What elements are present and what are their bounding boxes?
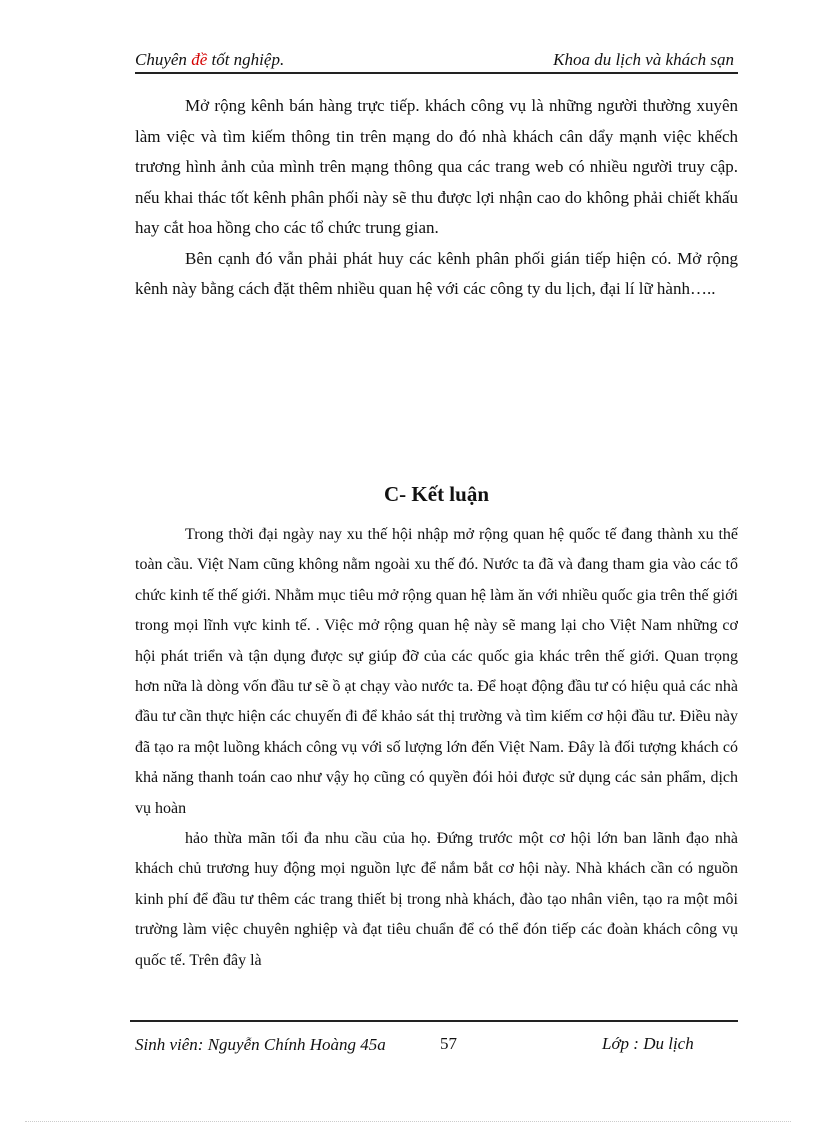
page-header	[135, 48, 738, 74]
top-section	[135, 91, 738, 305]
section-heading: C- Kết luận	[384, 482, 489, 506]
conclusion-section	[135, 520, 738, 1020]
paragraph-direct-sales: Mở rộng kênh bán hàng trực tiếp. khách công vụ là những người thường xuyên làm việc và tìm kiếm thông tin trên mạng do đó nhà khách cân dẩy mạnh việc khếch trương hình ảnh của mình trên mạng thông qua các trang web có nhiều người truy cập. nếu khai thác tốt kênh phân phối này sẽ thu được lợi nhận cao do không phải chiết khấu hay cắt hoa hồng cho các tổ chức trung gian.	[135, 96, 738, 237]
header-department: Khoa du lịch và khách sạn	[553, 50, 734, 69]
header-title-accent: đề	[191, 50, 208, 69]
paragraph-conclusion-2: hảo thừa mãn tối đa nhu cầu của họ. Đứng trước một cơ hội lớn ban lãnh đạo nhà khách chủ trương huy động mọi nguồn lực để nắm bắt cơ hội này. Nhà khách cần có nguồn kinh phí để đầu tư thêm các trang thiết bị trong nhà khách, đào tạo nhân viên, tạo ra một môi trường làm việc chuyên nghiệp và đạt tiêu chuẩn để có thể đón tiếp các đoàn khách công vụ quốc tế. Trên đây là	[135, 830, 738, 969]
paragraph-conclusion-1: Trong thời đại ngày nay xu thế hội nhập mở rộng quan hệ quốc tế đang thành xu thế toàn cầu. Việt Nam cũng không nằm ngoài xu thế đó. Nước ta đã và đang tham gia vào các tổ chức kinh tế thế giới. Nhằm mục tiêu mở rộng quan hệ làm ăn với nhiều quốc gia trên thế giới trong mọi lĩnh vực kinh tế. . Việc mở rộng quan hệ này sẽ mang lại cho Việt Nam những cơ hội phát triển và tận dụng được sự giúp đỡ của các quốc gia khác trên thế giới. Quan trọng hơn nữa là dòng vốn đầu tư sẽ ồ ạt chạy vào nước ta. Để hoạt động đầu tư có hiệu quả các nhà đầu tư cần thực hiện các chuyến đi để khảo sát thị trường và tìm kiếm cơ hội đầu tư. Điều này đã tạo ra một luồng khách công vụ với số lượng lớn đến Việt Nam. Đây là đối tượng khách có khả năng thanh toán cao như vậy họ cũng có quyền đói hỏi được sử dụng các sản phẩm, dịch vụ hoàn	[135, 526, 738, 817]
footer-class: Lớp : Du lịch	[602, 1034, 694, 1053]
footer-divider	[130, 1020, 738, 1022]
header-title: Chuyên đề tốt nghiệp.	[135, 50, 285, 69]
footer-student: Sinh viên: Nguyễn Chính Hoàng 45a	[135, 1035, 386, 1054]
paragraph-indirect-channels: Bên cạnh đó vẫn phải phát huy các kênh phân phối gián tiếp hiện có. Mở rộng kênh này bằng cách đặt thêm nhiều quan hệ với các công ty du lịch, đại lí lữ hành…..	[135, 248, 738, 298]
page-number: 57	[440, 1034, 457, 1053]
page-bottom-edge	[25, 1121, 791, 1122]
